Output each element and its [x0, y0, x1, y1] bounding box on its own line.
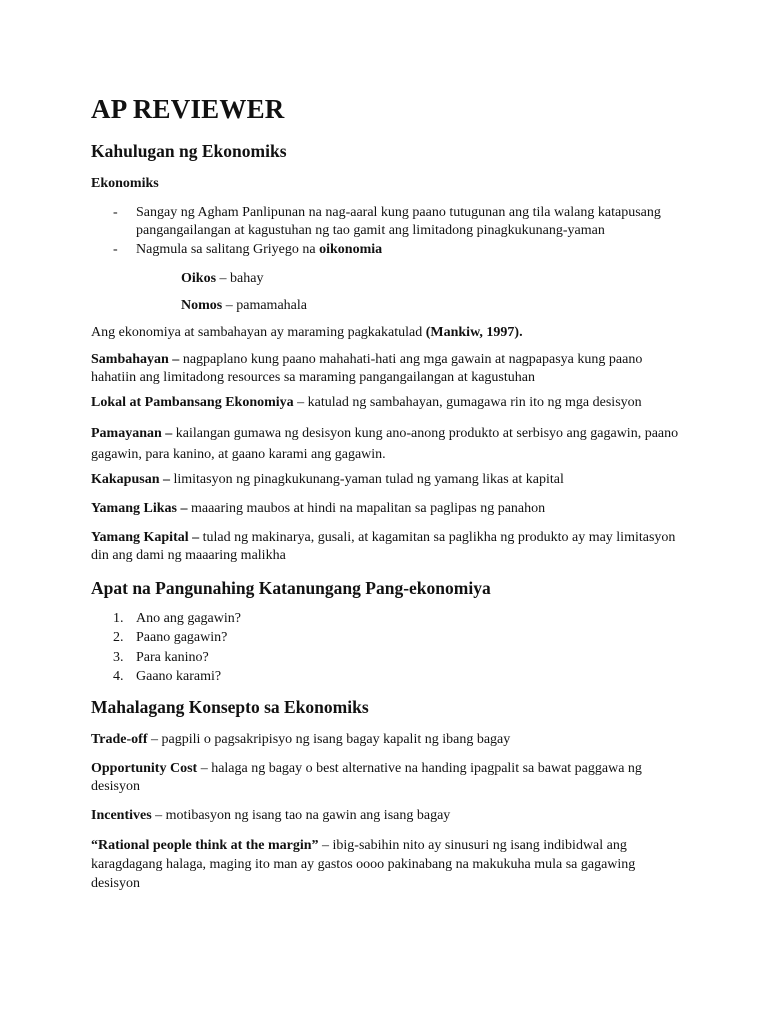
definition-kakapusan: Kakapusan – limitasyon ng pinagkukunang-yaman tulad ng yamang likas at kapital [91, 472, 564, 487]
list-item [91, 629, 681, 647]
definition-rational-people: “Rational people think at the margin” – ibig-sabihin nito ay sinusuri ng isang indibidwal ang karagdagang halaga, maging ito man ay gastos oooo pakinabang na makukuha mula sa gagawing desisyon [91, 838, 636, 891]
list-item [91, 649, 681, 667]
list-number: 1. [113, 611, 124, 626]
definition-yamang-kapital: Yamang Kapital – tulad ng makinarya, gusali, at kagamitan sa paglikha ng produkto ay may limitasyon din ang dami ng maaaring malikha [91, 530, 676, 563]
list-text: Ano ang gagawin? [136, 611, 241, 626]
list-item [91, 668, 681, 686]
section-heading-mahalagang-konsepto: Mahalagang Konsepto sa Ekonomiks [91, 697, 369, 717]
section-heading-kahulugan: Kahulugan ng Ekonomiks [91, 141, 287, 161]
bullet-marker: - [113, 242, 118, 257]
definition-yamang-likas: Yamang Likas – maaaring maubos at hindi na mapalitan sa paglipas ng panahon [91, 501, 546, 516]
root-word-oikos: Oikos – bahay [181, 271, 264, 286]
definition-pamayanan: Pamayanan – kailangan gumawa ng desisyon kung ano-anong produkto at serbisyo ang gagawin, paano gagawin, para kanino, at gaano karami ang gagawin. [91, 426, 679, 462]
subheading-ekonomiks: Ekonomiks [91, 176, 159, 191]
list-text: Paano gagawin? [136, 630, 228, 645]
bullet-text: Sangay ng Agham Panlipunan na nag-aaral kung paano tutugunan ang tila walang katapusang pangangailangan at kagustuhan ng tao gamit ang limitadong pinagkukunang-yaman [136, 205, 661, 238]
definition-opportunity-cost: Opportunity Cost – halaga ng bagay o best alternative na handing ipagpalit sa bawat paggawa ng desisyon [91, 761, 642, 794]
definition-lokal-pambansang-ekonomiya: Lokal at Pambansang Ekonomiya – katulad ng sambahayan, gumagawa rin ito ng mga desisyon [91, 395, 642, 410]
bullet-text: Nagmula sa salitang Griyego na oikonomia [136, 242, 383, 257]
section-heading-apat-na-katanungan: Apat na Pangunahing Katanungang Pang-ekonomiya [91, 578, 491, 598]
bullet-marker: - [113, 205, 118, 220]
list-text: Gaano karami? [136, 669, 222, 684]
list-number: 2. [113, 630, 124, 645]
definition-trade-off: Trade-off – pagpili o pagsakripisyo ng isang bagay kapalit ng ibang bagay [91, 732, 511, 747]
list-text: Para kanino? [136, 650, 209, 665]
bullet-item [91, 204, 681, 240]
root-word-nomos: Nomos – pamamahala [181, 298, 307, 313]
list-number: 3. [113, 650, 124, 665]
document-title: AP REVIEWER [91, 94, 285, 124]
definition-incentives: Incentives – motibasyon ng isang tao na gawin ang isang bagay [91, 808, 451, 823]
bullet-item [91, 241, 681, 259]
definition-sambahayan: Sambahayan – nagpaplano kung paano mahahati-hati ang mga gawain at nagpapasya kung paano hahatiin ang limitadong resources sa maraming pangangailangan at kagustuhan [91, 352, 643, 385]
list-number: 4. [113, 669, 124, 684]
list-item [91, 610, 681, 628]
mankiw-statement: Ang ekonomiya at sambahayan ay maraming pagkakatulad (Mankiw, 1997). [91, 325, 523, 340]
